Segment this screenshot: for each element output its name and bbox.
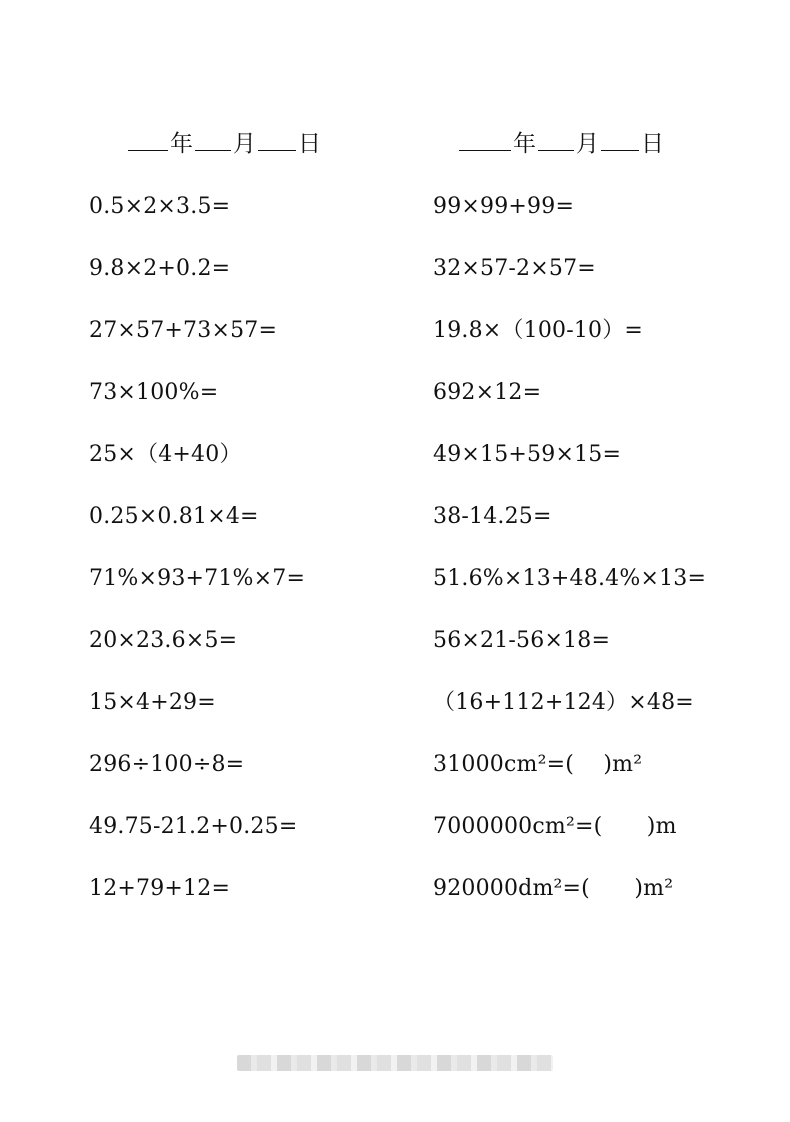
month-label: 月 bbox=[576, 131, 599, 157]
month-blank[interactable] bbox=[195, 126, 231, 151]
problem-item: 7000000cm²=( )m bbox=[433, 814, 677, 839]
year-label: 年 bbox=[513, 131, 536, 157]
problem-item: 0.5×2×3.5= bbox=[89, 194, 231, 219]
problem-item: 38-14.25= bbox=[433, 504, 552, 529]
date-header-left bbox=[128, 126, 323, 158]
problem-item: 51.6%×13+48.4%×13= bbox=[433, 566, 707, 591]
problem-item: 0.25×0.81×4= bbox=[89, 504, 259, 529]
problem-item: 20×23.6×5= bbox=[89, 628, 238, 653]
problem-item: 12+79+12= bbox=[89, 876, 231, 901]
year-blank[interactable] bbox=[459, 126, 511, 151]
problem-item: 25×（4+40） bbox=[89, 442, 242, 467]
day-blank[interactable] bbox=[601, 126, 639, 151]
day-label: 日 bbox=[298, 131, 321, 157]
problem-item: （16+112+124）×48= bbox=[433, 690, 694, 715]
day-blank[interactable] bbox=[258, 126, 296, 151]
problem-item: 71%×93+71%×7= bbox=[89, 566, 306, 591]
problem-item: 920000dm²=( )m² bbox=[433, 876, 674, 901]
day-label: 日 bbox=[641, 131, 664, 157]
problem-item: 49×15+59×15= bbox=[433, 442, 622, 467]
problem-item: 49.75-21.2+0.25= bbox=[89, 814, 298, 839]
year-label: 年 bbox=[170, 131, 193, 157]
problem-column-left bbox=[89, 190, 429, 934]
problem-item: 31000cm²=( )m² bbox=[433, 752, 643, 777]
problem-column-right bbox=[433, 190, 763, 934]
problem-item: 9.8×2+0.2= bbox=[89, 256, 231, 281]
problem-item: 73×100%= bbox=[89, 380, 219, 405]
problem-item: 32×57-2×57= bbox=[433, 256, 596, 281]
year-blank[interactable] bbox=[128, 126, 168, 151]
problem-item: 19.8×（100-10）= bbox=[433, 318, 644, 343]
date-header-right bbox=[459, 126, 666, 158]
month-label: 月 bbox=[233, 131, 256, 157]
problem-item: 15×4+29= bbox=[89, 690, 216, 715]
problem-item: 27×57+73×57= bbox=[89, 318, 278, 343]
problem-item: 296÷100÷8= bbox=[89, 752, 245, 777]
problem-item: 692×12= bbox=[433, 380, 542, 405]
problem-item: 56×21-56×18= bbox=[433, 628, 611, 653]
blurred-watermark bbox=[237, 1055, 553, 1071]
problem-item: 99×99+99= bbox=[433, 194, 575, 219]
month-blank[interactable] bbox=[538, 126, 574, 151]
